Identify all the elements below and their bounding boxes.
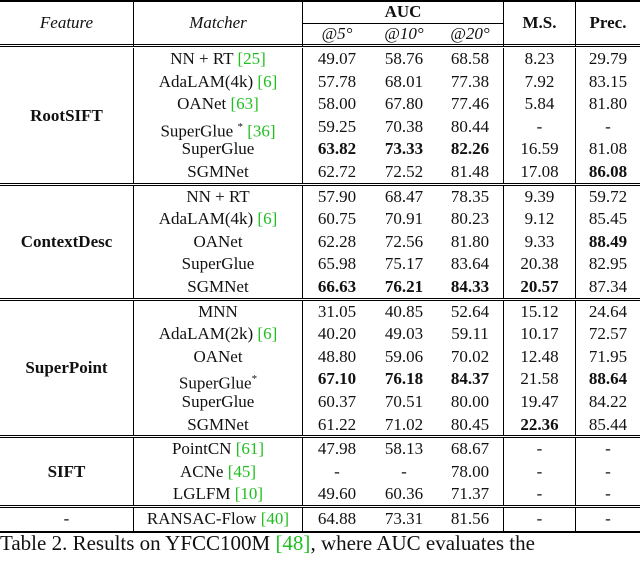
value-cell: 7.92 xyxy=(524,71,555,91)
header-auc10: @10° xyxy=(384,24,424,43)
matcher-label: RANSAC-Flow xyxy=(146,509,261,528)
header-auc5: @5° xyxy=(321,24,353,43)
matcher-label: SuperGlue xyxy=(181,254,255,274)
caption-text-2: , where AUC evaluates the xyxy=(310,531,535,555)
header-ms: M.S. xyxy=(522,13,557,32)
column-separator xyxy=(133,438,134,506)
header-rule-2 xyxy=(0,46,640,47)
matcher-name xyxy=(134,483,302,505)
value-cell: 84.22 xyxy=(588,392,628,411)
matcher-name xyxy=(134,301,302,323)
matcher-name xyxy=(134,414,302,436)
value-cell: - xyxy=(605,116,611,136)
matcher-label: SGMNet xyxy=(187,162,249,181)
citation-link[interactable]: [25] xyxy=(237,49,266,68)
value-cell: - xyxy=(536,461,543,481)
column-separator xyxy=(575,48,576,184)
value-cell: 40.85 xyxy=(384,301,424,321)
column-separator xyxy=(302,186,303,299)
feature-label: SIFT xyxy=(47,462,86,482)
matcher-label: AdaLAM(4k) xyxy=(158,71,258,91)
header-prec: Prec. xyxy=(589,13,627,32)
header-rule-1 xyxy=(0,44,640,45)
value-cell: 72.57 xyxy=(588,324,628,344)
column-separator xyxy=(302,48,303,184)
column-separator xyxy=(503,438,504,506)
auc-subrule xyxy=(303,23,503,24)
value-cell: 81.56 xyxy=(450,509,490,528)
matcher-label: NN + RT xyxy=(186,186,250,206)
column-separator xyxy=(302,438,303,506)
value-cell: 22.36 xyxy=(520,414,559,434)
value-cell: 58.13 xyxy=(384,439,424,459)
value-cell: - xyxy=(536,439,543,459)
value-cell: - xyxy=(401,461,407,481)
value-cell: 61.22 xyxy=(317,414,357,434)
value-cell: 82.26 xyxy=(450,139,490,159)
value-cell: 73.33 xyxy=(384,139,424,159)
citation-link[interactable]: [61] xyxy=(235,439,265,459)
citation-link[interactable]: [36] xyxy=(247,121,276,141)
value-cell: 47.98 xyxy=(317,439,357,459)
matcher-label: ACNe xyxy=(179,461,228,481)
value-cell: 17.08 xyxy=(520,162,559,181)
value-cell: 59.11 xyxy=(451,324,489,344)
value-cell: 20.57 xyxy=(520,277,559,296)
value-cell: 9.33 xyxy=(524,231,555,251)
column-separator xyxy=(133,48,134,184)
value-cell: 15.12 xyxy=(520,301,559,321)
header-column-separator xyxy=(302,0,303,46)
value-cell: - xyxy=(536,509,543,528)
value-cell: 5.84 xyxy=(524,94,555,114)
value-cell: 80.23 xyxy=(450,209,490,229)
value-cell: 58.76 xyxy=(384,49,424,68)
matcher-name xyxy=(134,208,302,230)
column-separator xyxy=(503,186,504,299)
value-cell: 86.08 xyxy=(588,162,628,181)
value-cell: 81.80 xyxy=(588,94,628,114)
matcher-name xyxy=(134,231,302,253)
citation-link[interactable]: [6] xyxy=(257,71,278,91)
value-cell: 70.02 xyxy=(450,346,490,366)
value-cell: 87.34 xyxy=(588,277,628,296)
matcher-name xyxy=(134,93,302,115)
value-cell: 81.08 xyxy=(588,139,628,159)
matcher-label: OANet xyxy=(177,94,231,114)
value-cell: 49.03 xyxy=(384,324,424,344)
caption-citation: [48] xyxy=(275,531,311,555)
value-cell: 77.38 xyxy=(450,71,490,91)
value-cell: 9.12 xyxy=(524,209,555,229)
value-cell: 66.63 xyxy=(317,277,357,296)
value-cell: 77.46 xyxy=(450,94,490,114)
matcher-label: PointCN xyxy=(171,439,236,459)
value-cell: - xyxy=(605,439,611,459)
value-cell: 68.47 xyxy=(384,186,424,206)
value-cell: 64.88 xyxy=(317,509,357,528)
citation-link[interactable]: [6] xyxy=(257,209,278,229)
citation-link[interactable]: [40] xyxy=(260,509,290,528)
value-cell: 67.80 xyxy=(384,94,424,114)
value-cell: 57.90 xyxy=(317,186,357,206)
matcher-label: AdaLAM(4k) xyxy=(158,209,258,229)
feature-label: - xyxy=(63,509,70,529)
value-cell: 62.28 xyxy=(317,231,357,251)
value-cell: 80.44 xyxy=(450,116,490,136)
value-cell: 9.39 xyxy=(524,186,555,206)
value-cell: 48.80 xyxy=(317,346,357,366)
value-cell: 84.37 xyxy=(450,369,490,389)
header-column-separator xyxy=(575,0,576,46)
value-cell: 8.23 xyxy=(524,49,555,68)
matcher-name xyxy=(134,48,302,70)
matcher-name xyxy=(134,71,302,93)
value-cell: 21.58 xyxy=(520,369,559,389)
group-rule-a xyxy=(0,435,640,436)
value-cell: 73.31 xyxy=(384,509,424,528)
value-cell: 85.45 xyxy=(588,209,628,229)
value-cell: 63.82 xyxy=(317,139,357,159)
feature-label: RootSIFT xyxy=(30,105,103,125)
value-cell: - xyxy=(536,116,543,136)
matcher-name xyxy=(134,276,302,298)
value-cell: 81.80 xyxy=(450,231,490,251)
value-cell: 29.79 xyxy=(588,49,628,68)
value-cell: 59.06 xyxy=(384,346,424,366)
value-cell: 88.64 xyxy=(588,369,628,389)
matcher-label: LGLFM xyxy=(172,484,235,504)
matcher-label: SuperGlue xyxy=(178,374,252,394)
matcher-name xyxy=(134,508,302,530)
value-cell: 59.72 xyxy=(588,186,628,206)
value-cell: 83.15 xyxy=(588,71,628,91)
value-cell: 85.44 xyxy=(588,414,628,434)
matcher-name xyxy=(134,253,302,275)
citation-link[interactable]: [63] xyxy=(230,94,259,114)
value-cell: 80.00 xyxy=(450,392,490,411)
matcher-name xyxy=(134,138,302,160)
value-cell: 12.48 xyxy=(520,346,559,366)
header-matcher: Matcher xyxy=(189,13,247,32)
column-separator xyxy=(575,186,576,299)
column-separator xyxy=(575,508,576,531)
value-cell: 65.98 xyxy=(317,254,357,274)
value-cell: - xyxy=(605,461,611,481)
value-cell: 58.00 xyxy=(317,94,357,114)
value-cell: 67.10 xyxy=(317,369,357,389)
value-cell: 78.35 xyxy=(450,186,490,206)
value-cell: 76.18 xyxy=(384,369,424,389)
value-cell: 72.52 xyxy=(384,162,424,181)
citation-link[interactable]: [6] xyxy=(257,324,278,344)
value-cell: 68.01 xyxy=(384,71,424,91)
matcher-label: SuperGlue xyxy=(160,121,238,141)
header-column-separator xyxy=(503,0,504,46)
matcher-label: MNN xyxy=(198,301,238,321)
value-cell: 78.00 xyxy=(450,461,490,481)
value-cell: 70.91 xyxy=(384,209,424,229)
value-cell: 71.95 xyxy=(588,346,628,366)
value-cell: 82.95 xyxy=(588,254,628,274)
column-separator xyxy=(575,301,576,437)
value-cell: 80.45 xyxy=(450,414,490,434)
value-cell: - xyxy=(334,461,340,481)
value-cell: - xyxy=(605,509,611,528)
matcher-name xyxy=(134,186,302,208)
column-separator xyxy=(133,508,134,531)
value-cell: 52.64 xyxy=(450,301,490,321)
column-separator xyxy=(302,301,303,437)
value-cell: 57.78 xyxy=(317,71,357,91)
value-cell: 83.64 xyxy=(450,254,490,274)
value-cell: 49.60 xyxy=(317,484,357,504)
value-cell: - xyxy=(605,484,611,504)
value-cell: 68.67 xyxy=(450,439,490,459)
value-cell: 70.51 xyxy=(384,392,424,411)
value-cell: 68.58 xyxy=(450,49,490,68)
column-separator xyxy=(302,508,303,531)
value-cell: 31.05 xyxy=(317,301,357,321)
value-cell: 60.37 xyxy=(317,392,357,411)
feature-label: ContextDesc xyxy=(20,232,113,252)
value-cell: 76.21 xyxy=(384,277,424,296)
matcher-name xyxy=(134,391,302,413)
value-cell: 40.20 xyxy=(317,324,357,344)
group-rule-a xyxy=(0,298,640,299)
value-cell: - xyxy=(536,484,543,504)
value-cell: 16.59 xyxy=(520,139,559,159)
header-column-separator xyxy=(133,0,134,46)
value-cell: 71.37 xyxy=(450,484,490,504)
citation-link[interactable]: [45] xyxy=(227,461,257,481)
asterisk-mark: * xyxy=(237,120,243,133)
matcher-label: AdaLAM(2k) xyxy=(158,324,258,344)
value-cell: 81.48 xyxy=(450,162,490,181)
group-rule-a xyxy=(0,183,640,184)
value-cell: 71.02 xyxy=(384,414,424,434)
header-auc20: @20° xyxy=(450,24,490,43)
matcher-name xyxy=(134,323,302,345)
header-auc: AUC xyxy=(384,2,422,21)
matcher-name xyxy=(134,438,302,460)
asterisk-mark: * xyxy=(251,373,258,386)
value-cell: 88.49 xyxy=(588,231,628,251)
value-cell: 20.38 xyxy=(520,254,559,274)
matcher-name xyxy=(134,461,302,483)
value-cell: 72.56 xyxy=(384,231,424,251)
value-cell: 62.72 xyxy=(317,162,357,181)
citation-link[interactable]: [10] xyxy=(234,484,264,504)
table-caption xyxy=(0,530,640,568)
column-separator xyxy=(503,301,504,437)
value-cell: 84.33 xyxy=(450,277,490,296)
value-cell: 70.38 xyxy=(384,116,424,136)
column-separator xyxy=(503,48,504,184)
column-separator xyxy=(133,186,134,299)
column-separator xyxy=(575,438,576,506)
value-cell: 60.75 xyxy=(317,209,357,229)
matcher-name xyxy=(134,161,302,183)
caption-text-1: Table 2. Results on YFCC100M xyxy=(0,531,276,555)
matcher-label: SGMNet xyxy=(187,414,249,434)
value-cell: 75.17 xyxy=(384,254,424,274)
value-cell: 19.47 xyxy=(520,392,559,411)
matcher-label: OANet xyxy=(193,346,243,366)
matcher-name xyxy=(134,346,302,368)
value-cell: 24.64 xyxy=(588,301,628,321)
value-cell: 59.25 xyxy=(317,116,357,136)
matcher-label: SuperGlue xyxy=(181,392,255,411)
matcher-label: OANet xyxy=(193,231,243,251)
matcher-label: SGMNet xyxy=(187,277,249,296)
value-cell: 60.36 xyxy=(384,484,424,504)
column-separator xyxy=(503,508,504,531)
value-cell: 49.07 xyxy=(317,49,357,68)
matcher-label: SuperGlue xyxy=(181,139,255,159)
header-feature: Feature xyxy=(39,13,94,32)
feature-label: SuperPoint xyxy=(25,358,108,378)
group-rule-a xyxy=(0,505,640,506)
column-separator xyxy=(133,301,134,437)
matcher-label: NN + RT xyxy=(170,49,238,68)
value-cell: 10.17 xyxy=(520,324,559,344)
